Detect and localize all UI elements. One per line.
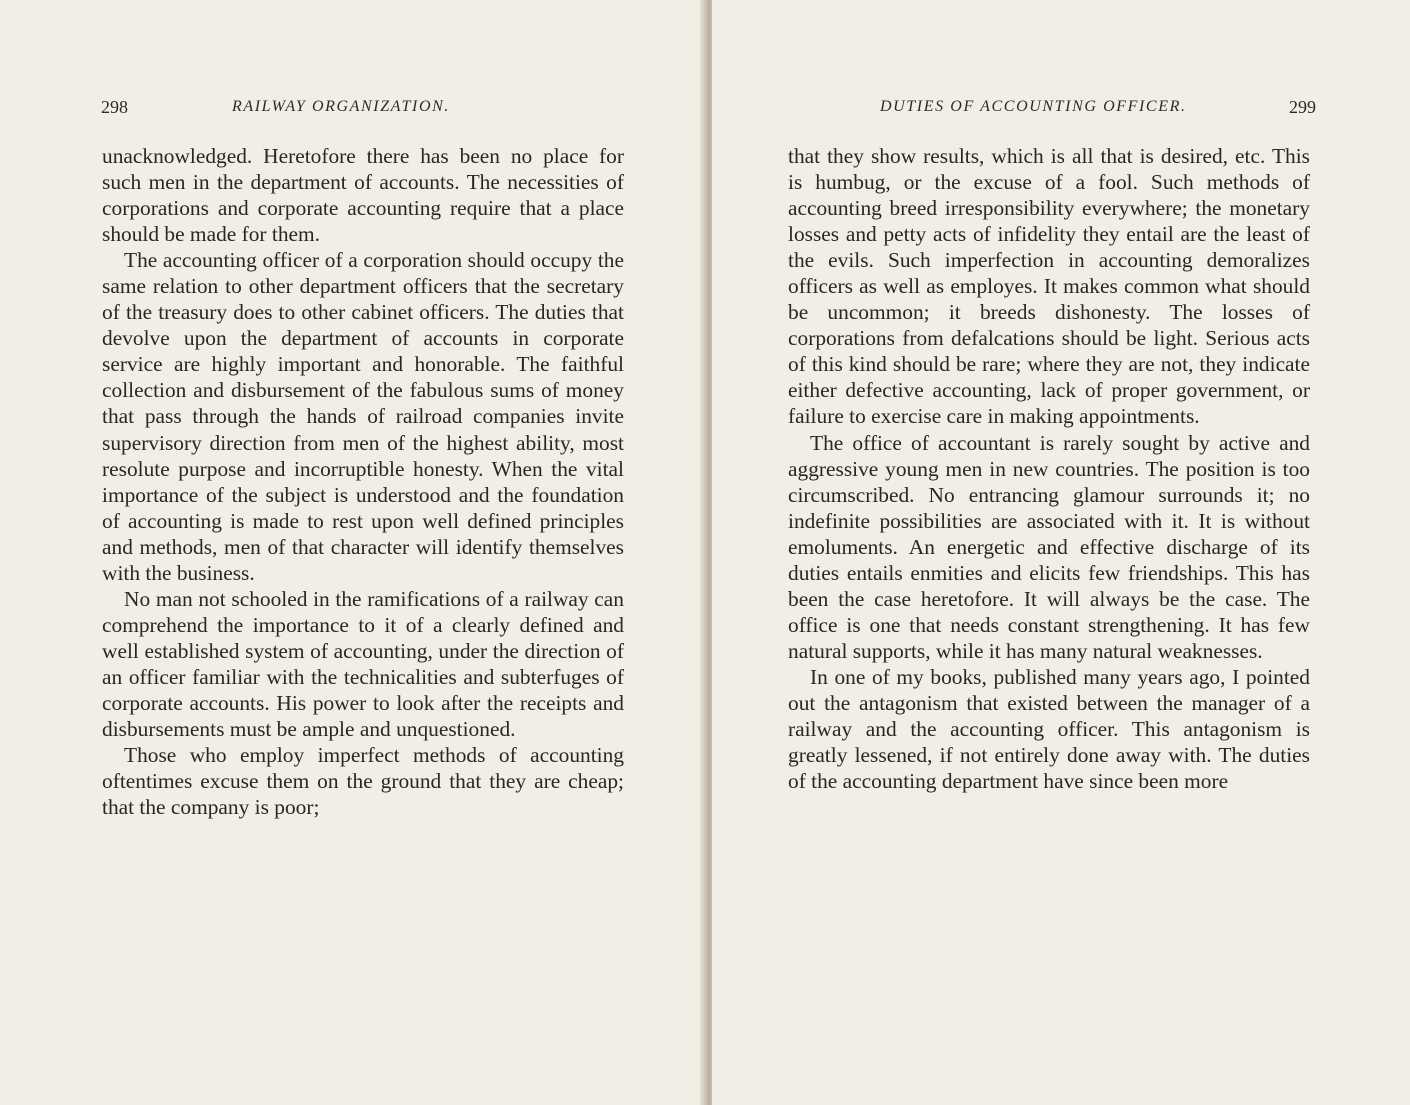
paragraph: that they show results, which is all that is desired, etc. This is humbug, or the excuse of a fool. Such methods of accounting breed irresponsibility everywhere; the monetary losses and petty acts of infidelity they entail are the least of the evils. Such imperfection in accounting demoralizes officers as well as employes. It makes common what should be uncommon; it breeds dishonesty. The losses of corporations from defalcations should be light. Serious acts of this kind should be rare; where they are not, they indicate either defective accounting, lack of proper government, or failure to exercise care in making appointments. [788, 144, 1310, 429]
paragraph: The accounting officer of a corporation should occupy the same relation to other department officers that the secretary of the treasury does to other cabinet officers. The duties that devolve upon the department of accounts in corporate service are highly important and honorable. The faithful collection and disbursement of the fabulous sums of money that pass through the hands of railroad companies invite supervisory direction from men of the highest ability, most resolute purpose and incorruptible honesty. When the vital importance of the subject is understood and the foundation of accounting is made to rest upon well defined principles and methods, men of that character will identify themselves with the business. [102, 248, 624, 585]
paragraph: No man not schooled in the ramifications of a railway can comprehend the importance to it of a clearly defined and well established system of accounting, under the direction of an officer familiar with the technicalities and subterfuges of corporate accounts. His power to look after the receipts and disbursements must be ample and unquestioned. [102, 586, 624, 742]
paragraph: Those who employ imperfect methods of accounting oftentimes excuse them on the ground that they are cheap; that the company is poor; [102, 743, 624, 820]
paragraph: In one of my books, published many years ago, I pointed out the antagonism that existed between the manager of a railway and the accounting officer. This antagonism is greatly lessened, if not entirely done away with. The duties of the accounting department have since been more [788, 664, 1310, 794]
right-page [712, 0, 1410, 1105]
paragraph: unacknowledged. Heretofore there has been no place for such men in the department of accounts. The necessities of corporations and corporate accounting require that a place should be made for them. [102, 144, 624, 247]
right-page-number: 299 [1289, 97, 1316, 117]
left-page-text [102, 143, 624, 820]
left-page-number: 298 [101, 97, 128, 117]
paragraph: The office of accountant is rarely sought by active and aggressive young men in new countries. The position is too circumscribed. No entrancing glamour surrounds it; no indefinite possibilities are associated with it. It is without emoluments. An energetic and effective discharge of its duties entails enmities and elicits few friendships. This has been the case heretofore. It will always be the case. The office is one that needs constant strengthening. It has few natural supports, while it has many natural weaknesses. [788, 430, 1310, 663]
left-page-header [101, 97, 629, 121]
left-running-head: RAILWAY ORGANIZATION. [232, 98, 450, 115]
right-page-text [788, 143, 1310, 794]
right-page-header [786, 97, 1316, 121]
right-running-head: DUTIES OF ACCOUNTING OFFICER. [880, 98, 1187, 115]
